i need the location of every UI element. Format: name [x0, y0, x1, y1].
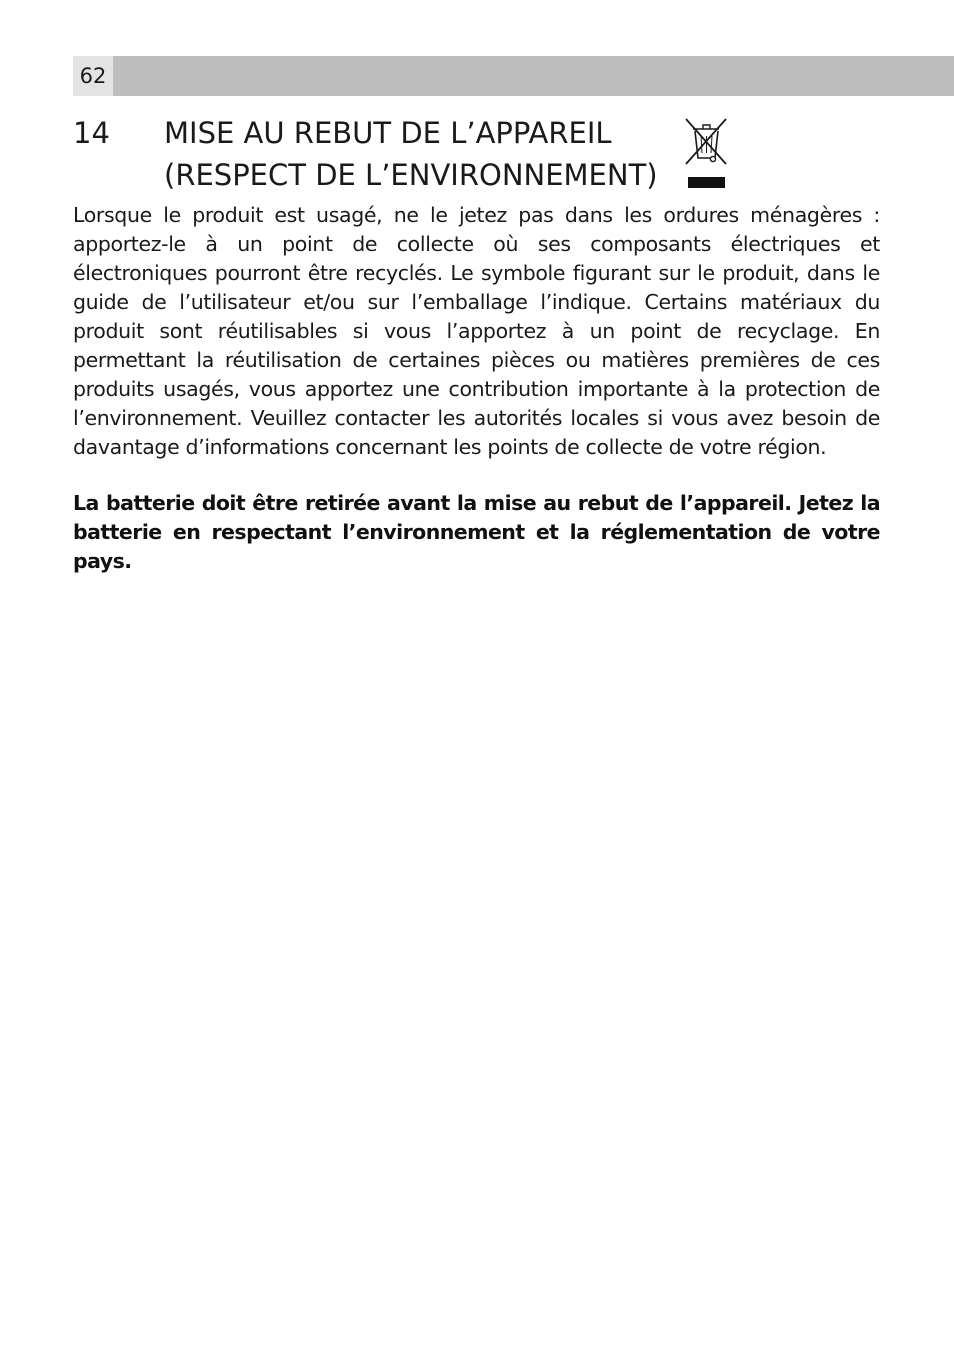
page-header-bar [73, 56, 954, 96]
section-number: 14 [73, 116, 110, 150]
section-title [164, 112, 754, 196]
page-number: 62 [73, 56, 113, 96]
section-title-line-2: (RESPECT DE L’ENVIRONNEMENT) [164, 158, 658, 192]
disposal-paragraph: Lorsque le produit est usagé, ne le jetez pas dans les ordures ménagères : apportez-le à un point de collecte où ses composants électriques et électroniques pourront être recyclés. Le symbole figurant sur le produit, dans le guide de l’utilisateur et/ou sur l’emballage l’indique. Certains matériaux du produit sont réutilisables si vous l’apportez à un point de recyclage. En permettant la réutilisation de certaines pièces ou matières premières de ces produits usagés, vous apportez une contribution importante à la protection de l’environnement. Veuillez contacter les autorités locales si vous avez besoin de davantage d’informations concernant les points de collecte de votre région. [73, 203, 880, 459]
section-title-line-1: MISE AU REBUT DE L’APPAREIL [164, 116, 612, 150]
battery-warning: La batterie doit être retirée avant la mise au rebut de l’appareil. Jetez la batterie en respectant l’environnement et la réglementation de votre pays. [73, 491, 880, 573]
crossed-out-wheelie-bin-icon [684, 116, 728, 190]
